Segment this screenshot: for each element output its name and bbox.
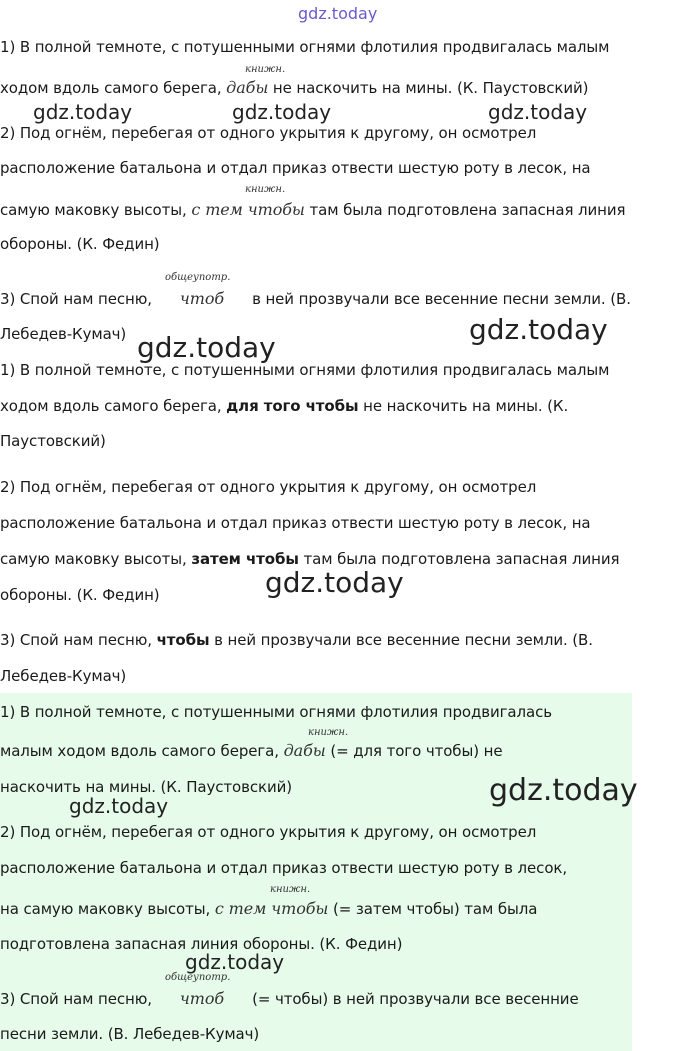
style-note: общеупотр.: [165, 272, 231, 283]
watermark: gdz.today: [69, 794, 169, 818]
watermark: gdz.today: [265, 566, 404, 599]
text-line: самую маковку высоты, с тем чтобы там была подготовлена запасная линия: [0, 200, 626, 219]
conjunction: с тем чтобы: [191, 200, 305, 219]
text-line: 2) Под огнём, перебегая от одного укрытия к другому, он осмотрел: [0, 124, 537, 142]
text-line: 3) Спой нам песню, чтоб в ней прозвучали все весенние песни земли. (В.: [0, 289, 631, 308]
text-line: 1) В полной темноте, с потушенными огнями флотилия продвигалась: [0, 703, 552, 721]
watermark: gdz.today: [469, 313, 608, 346]
conjunction: дабы: [226, 78, 269, 97]
text-line: 3) Спой нам песню, чтоб (= чтобы) в ней прозвучали все весенние: [0, 989, 579, 1008]
text-line: Лебедев-Кумач): [0, 325, 127, 343]
text-line: самую маковку высоты, затем чтобы там была подготовлена запасная линия: [0, 550, 620, 568]
text-line: 2) Под огнём, перебегая от одного укрытия к другому, он осмотрел: [0, 478, 537, 496]
text-line: расположение батальона и отдал приказ отвести шестую роту в лесок, на: [0, 514, 591, 532]
conjunction: чтоб: [179, 289, 225, 308]
text-line: обороны. (К. Федин): [0, 235, 160, 253]
text-line: подготовлена запасная линия обороны. (К. Федин): [0, 935, 403, 953]
conjunction: дабы: [283, 741, 326, 760]
text-line: малым ходом вдоль самого берега, дабы (= для того чтобы) не: [0, 741, 503, 760]
watermark: gdz.today: [232, 100, 332, 124]
text-line: расположение батальона и отдал приказ отвести шестую роту в лесок, на: [0, 159, 591, 177]
text-line: обороны. (К. Федин): [0, 586, 160, 604]
text-line: Лебедев-Кумач): [0, 667, 127, 685]
text-line: 1) В полной темноте, с потушенными огнями флотилия продвигалась малым: [0, 361, 610, 379]
conjunction: с тем чтобы: [214, 899, 329, 918]
watermark: gdz.today: [137, 331, 276, 364]
style-note: книжн.: [245, 184, 286, 195]
text-line: 3) Спой нам песню, чтобы в ней прозвучали все весенние песни земли. (В.: [0, 631, 593, 649]
text-line: ходом вдоль самого берега, дабы не наскочить на мины. (К. Паустовский): [0, 78, 589, 97]
text-line: 1) В полной темноте, с потушенными огнями флотилия продвигалась малым: [0, 38, 610, 56]
text-line: на самую маковку высоты, с тем чтобы (= затем чтобы) там была: [0, 899, 538, 918]
text-line: наскочить на мины. (К. Паустовский): [0, 778, 293, 796]
conjunction: затем чтобы: [191, 550, 299, 568]
watermark: gdz.today: [489, 773, 638, 808]
text-line: 2) Под огнём, перебегая от одного укрытия к другому, он осмотрел: [0, 823, 537, 841]
conjunction: чтоб: [179, 989, 225, 1008]
text-line: Паустовский): [0, 432, 106, 450]
text-line: песни земли. (В. Лебедев-Кумач): [0, 1025, 260, 1043]
watermark: gdz.today: [298, 4, 378, 23]
style-note: книжн.: [245, 64, 286, 75]
conjunction: чтобы: [156, 631, 210, 649]
style-note: книжн.: [308, 727, 349, 738]
watermark: gdz.today: [488, 100, 588, 124]
style-note: общеупотр.: [165, 972, 231, 983]
text-line: ходом вдоль самого берега, для того чтобы не наскочить на мины. (К.: [0, 397, 569, 415]
conjunction: для того чтобы: [226, 397, 359, 415]
text-line: расположение батальона и отдал приказ отвести шестую роту в лесок,: [0, 859, 568, 877]
style-note: книжн.: [270, 884, 311, 895]
watermark: gdz.today: [33, 100, 133, 124]
watermark: gdz.today: [185, 950, 285, 974]
